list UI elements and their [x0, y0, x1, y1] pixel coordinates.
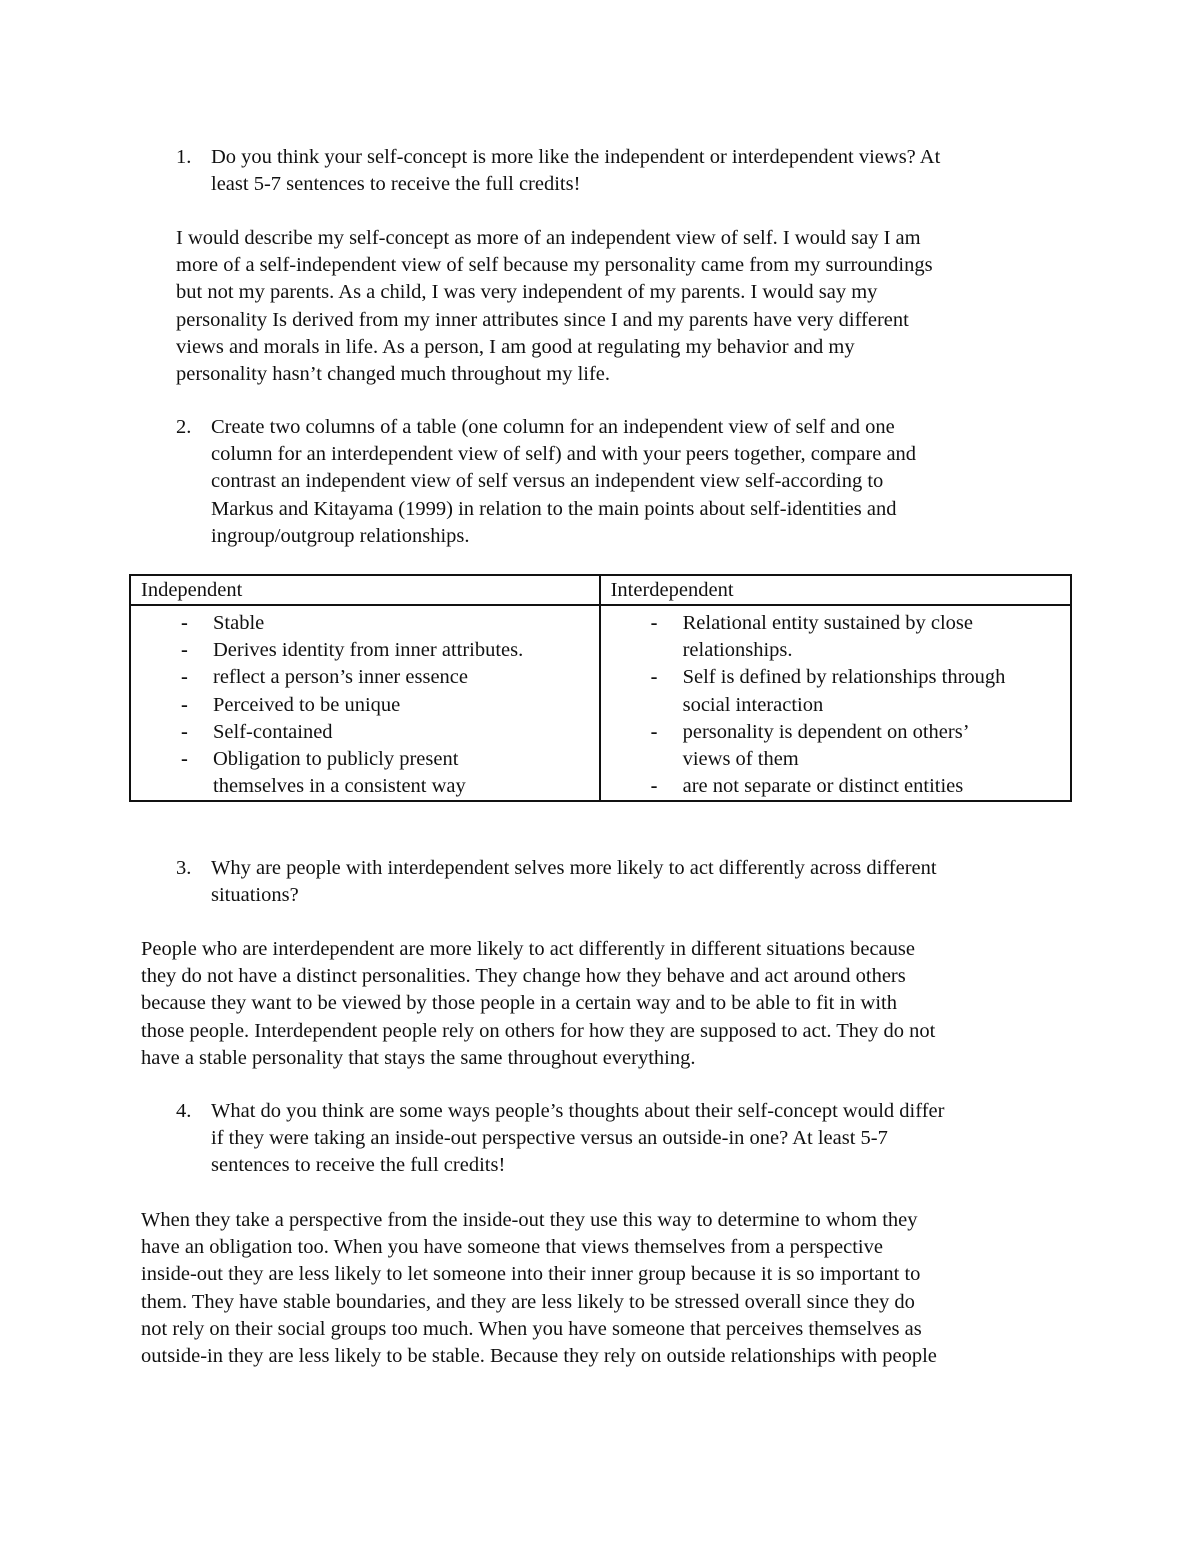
text-line: ingroup/outgroup relationships.	[211, 524, 470, 547]
list-item: - are not separate or distinct entities	[601, 773, 1070, 800]
list-item: - Stable	[131, 610, 599, 637]
text-line: but not my parents. As a child, I was very independent of my parents. I would say my	[176, 281, 878, 304]
question-text	[211, 414, 1066, 550]
question-text	[211, 144, 1066, 198]
bullet-dash: -	[650, 612, 658, 634]
text-line: People who are interdependent are more likely to act differently in different situations because	[141, 938, 915, 960]
text-line: personality hasn’t changed much throughout my life.	[176, 363, 611, 386]
bullet-dash: -	[181, 720, 188, 743]
text-line: Do you think your self-concept is more like the independent or interdependent views? At	[211, 146, 941, 168]
text-line: inside-out they are less likely to let someone into their inner group because it is so important to	[141, 1263, 921, 1286]
bullet-dash: -	[650, 775, 658, 798]
list-item: - personality is dependent on others’ views of them	[650, 720, 970, 771]
bullet-dash: -	[181, 748, 188, 771]
bullet-dash: -	[181, 612, 188, 634]
text-line: because they want to be viewed by those people in a certain way and to be able to fit in with	[141, 992, 897, 1015]
list-item: - Relational entity sustained by close relationships.	[650, 612, 973, 662]
bullet-dash: -	[181, 666, 188, 689]
text-line: not rely on their social groups too much. When you have someone that perceives themselves as	[141, 1317, 922, 1340]
bullet-dash: -	[650, 666, 658, 689]
bullet-dash: -	[181, 693, 188, 716]
question-text	[211, 1098, 1066, 1180]
table-row	[130, 605, 1071, 801]
question-text	[211, 855, 1066, 909]
interdependent-column	[600, 605, 1071, 801]
list-item: - Self-contained	[131, 719, 599, 746]
text-line: have an obligation too. When you have someone that views themselves from a perspective	[141, 1236, 883, 1259]
question-number: 4.	[176, 1100, 192, 1122]
text-line: views and morals in life. As a person, I am good at regulating my behavior and my	[176, 335, 855, 358]
text-line: outside-in they are less likely to be stable. Because they rely on outside relationships with people	[141, 1345, 937, 1368]
independent-column	[130, 605, 600, 801]
text-line: contrast an independent view of self versus an independent view self-according to	[211, 470, 884, 493]
text-line: them. They have stable boundaries, and they are less likely to be stressed overall since they do	[141, 1290, 915, 1313]
text-line: more of a self-independent view of self because my personality came from my surroundings	[176, 254, 933, 277]
list-item: - reflect a person’s inner essence	[131, 664, 599, 691]
answer-4	[141, 1207, 937, 1370]
text-line: they do not have a distinct personalities. They change how they behave and act around others	[141, 965, 906, 988]
question-number: 3.	[176, 857, 192, 879]
text-line: What do you think are some ways people’s thoughts about their self-concept would differ	[211, 1100, 945, 1122]
text-line: if they were taking an inside-out perspective versus an outside-in one? At least 5-7	[211, 1127, 888, 1150]
list-item: - Obligation to publicly present themselves in a consistent way	[181, 748, 466, 798]
text-line: situations?	[211, 884, 299, 907]
text-line: When they take a perspective from the inside-out they use this way to determine to whom they	[141, 1209, 918, 1231]
list-item: - Self is defined by relationships through social interaction	[650, 666, 1006, 716]
header-interdependent: Interdependent	[600, 575, 1071, 605]
question-number: 2.	[176, 416, 192, 438]
text-line: Markus and Kitayama (1999) in relation to the main points about self-identities and	[211, 497, 897, 520]
text-line: Create two columns of a table (one column for an independent view of self and one	[211, 416, 895, 438]
bullet-dash: -	[181, 639, 188, 662]
text-line: Why are people with interdependent selves more likely to act differently across different	[211, 857, 937, 879]
table-header-row	[130, 575, 1071, 605]
bullet-dash: -	[650, 720, 658, 743]
answer-3	[141, 936, 935, 1072]
question-number: 1.	[176, 146, 192, 168]
list-item: - Derives identity from inner attributes.	[131, 637, 599, 664]
list-item: - Perceived to be unique	[131, 692, 599, 719]
comparison-table	[129, 574, 1072, 802]
text-line: those people. Interdependent people rely on others for how they are supposed to act. They do not	[141, 1019, 936, 1042]
header-independent: Independent	[130, 575, 600, 605]
text-line: personality Is derived from my inner attributes since I and my parents have very different	[176, 308, 909, 331]
text-line: I would describe my self-concept as more of an independent view of self. I would say I am	[176, 227, 921, 249]
answer-1	[176, 225, 933, 388]
text-line: column for an interdependent view of self) and with your peers together, compare and	[211, 443, 917, 466]
text-line: least 5-7 sentences to receive the full credits!	[211, 173, 581, 196]
text-line: have a stable personality that stays the same throughout everything.	[141, 1046, 696, 1069]
text-line: sentences to receive the full credits!	[211, 1154, 506, 1177]
